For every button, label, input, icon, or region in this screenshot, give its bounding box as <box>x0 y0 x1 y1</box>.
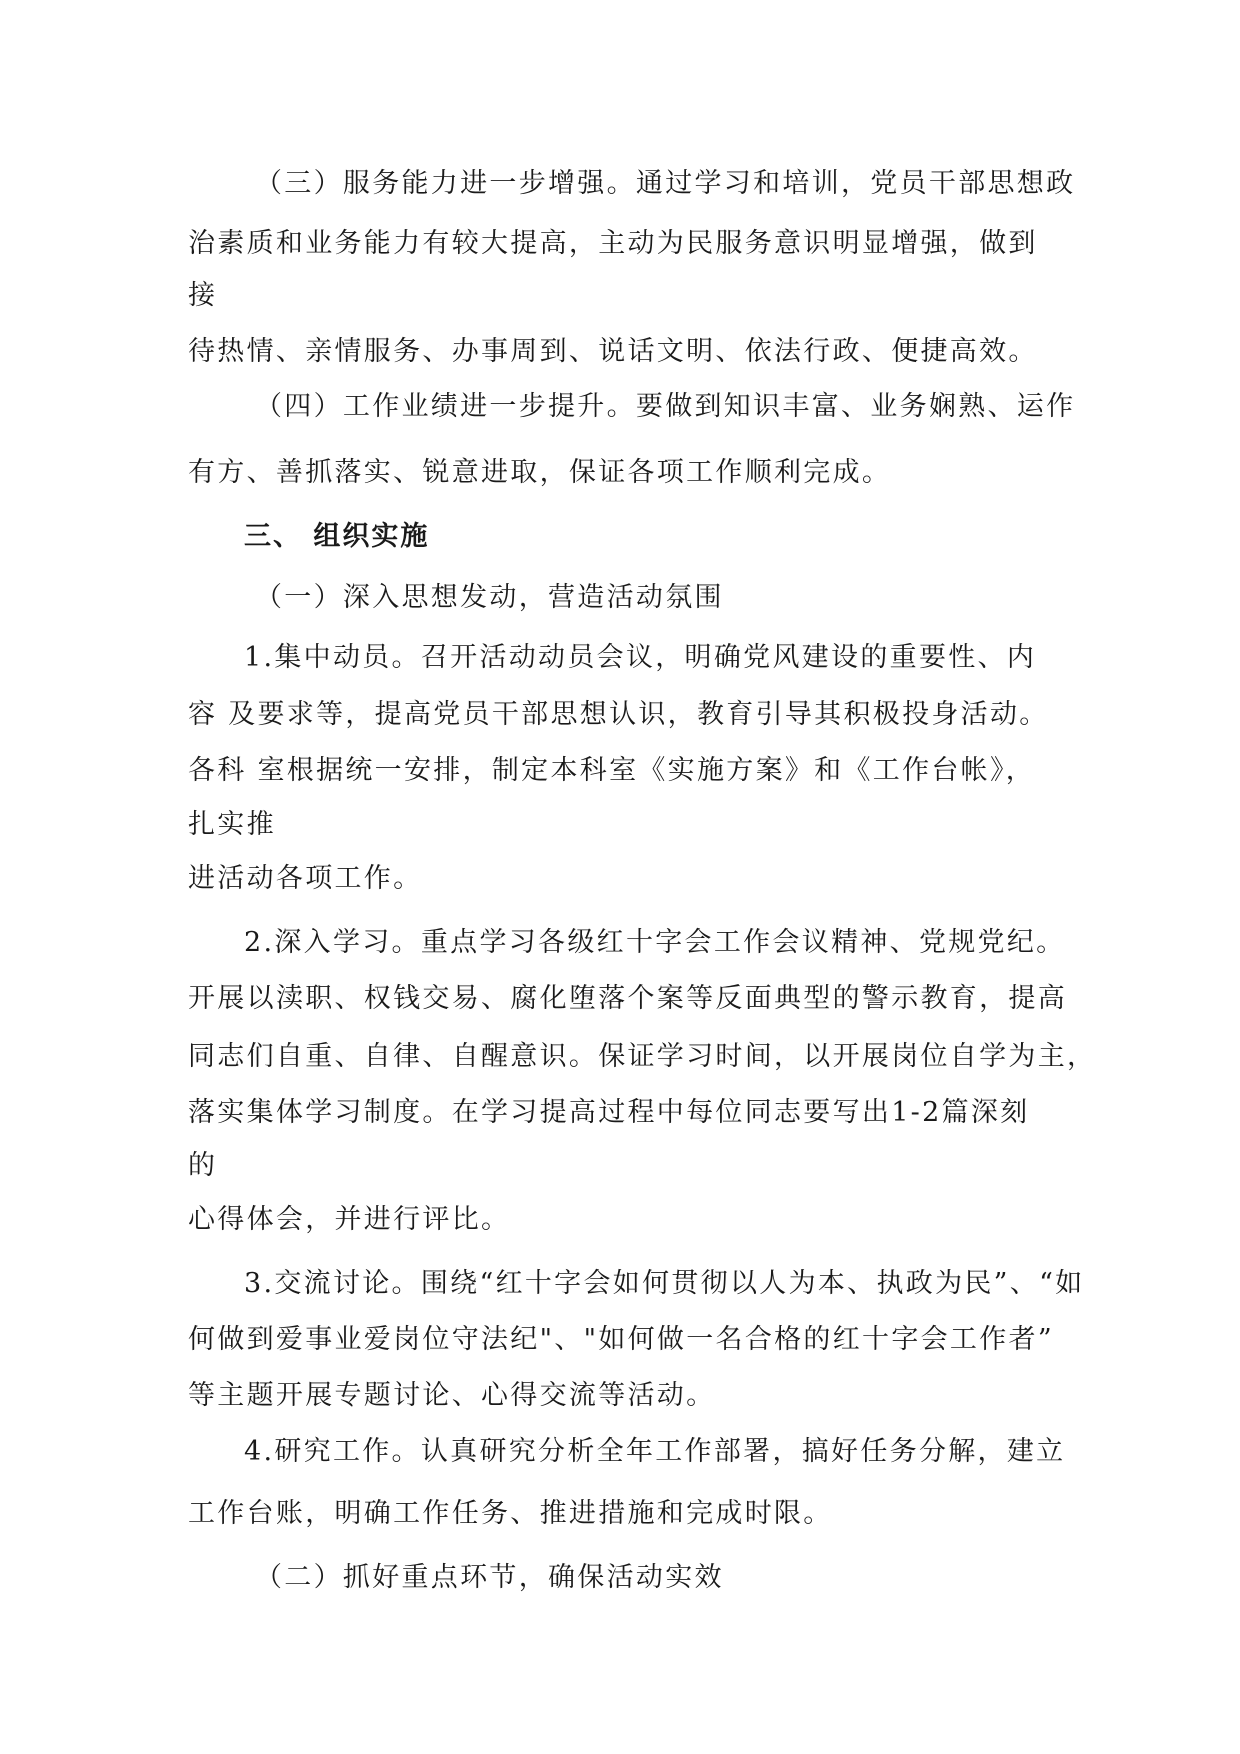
item-2-line-4: 落实集体学习制度。在学习提高过程中每位同志要写出1-2篇深刻 <box>188 1097 1030 1128</box>
item-4-line-1: 4.研究工作。认真研究分析全年工作部署，搞好任务分解，建立 <box>244 1436 1066 1467</box>
item-3-line-2: 何做到爱事业爱岗位守法纪"、"如何做一名合格的红十字会工作者” <box>188 1324 1054 1355</box>
item-4-line-2: 工作台账，明确工作任务、推进措施和完成时限。 <box>188 1498 833 1529</box>
item-2-line-6: 心得体会，并进行评比。 <box>188 1204 511 1235</box>
paragraph-3-line-2: 治素质和业务能力有较大提高，主动为民服务意识明显增强，做到 <box>188 228 1038 259</box>
item-1-line-2: 容 及要求等，提高党员干部思想认识，教育引导其积极投身活动。 <box>188 699 1049 730</box>
paragraph-3-line-1: （三）服务能力进一步增强。通过学习和培训，党员干部思想政 <box>255 168 1076 199</box>
item-3-line-1: 3.交流讨论。围绕“红十字会如何贯彻以人为本、执政为民”、“如 <box>244 1268 1085 1299</box>
item-1-line-5: 进活动各项工作。 <box>188 863 423 894</box>
section-heading: 三、 组织实施 <box>244 521 430 552</box>
item-1-line-4: 扎实推 <box>188 809 276 840</box>
item-2-line-3: 同志们自重、自律、自醒意识。保证学习时间，以开展岗位自学为主， <box>188 1041 1097 1072</box>
item-1-line-3: 各科 室根据统一安排，制定本科室《实施方案》和《工作台帐》， <box>188 755 1036 786</box>
item-2-line-5: 的 <box>188 1150 218 1181</box>
paragraph-3-line-4: 待热情、亲情服务、办事周到、说话文明、依法行政、便捷高效。 <box>188 336 1038 367</box>
subsection-2-heading: （二）抓好重点环节，确保活动实效 <box>255 1562 724 1593</box>
paragraph-3-line-3: 接 <box>188 280 218 311</box>
paragraph-4-line-1: （四）工作业绩进一步提升。要做到知识丰富、业务娴熟、运作 <box>255 391 1076 422</box>
item-2-line-2: 开展以渎职、权钱交易、腐化堕落个案等反面典型的警示教育，提高 <box>188 983 1067 1014</box>
paragraph-4-line-2: 有方、善抓落实、锐意进取，保证各项工作顺利完成。 <box>188 457 892 488</box>
item-3-line-3: 等主题开展专题讨论、心得交流等活动。 <box>188 1380 716 1411</box>
subsection-1-heading: （一）深入思想发动，营造活动氛围 <box>255 582 724 613</box>
item-1-line-1: 1.集中动员。召开活动动员会议，明确党风建设的重要性、内 <box>244 642 1037 673</box>
item-2-line-1: 2.深入学习。重点学习各级红十字会工作会议精神、党规党纪。 <box>244 927 1066 958</box>
